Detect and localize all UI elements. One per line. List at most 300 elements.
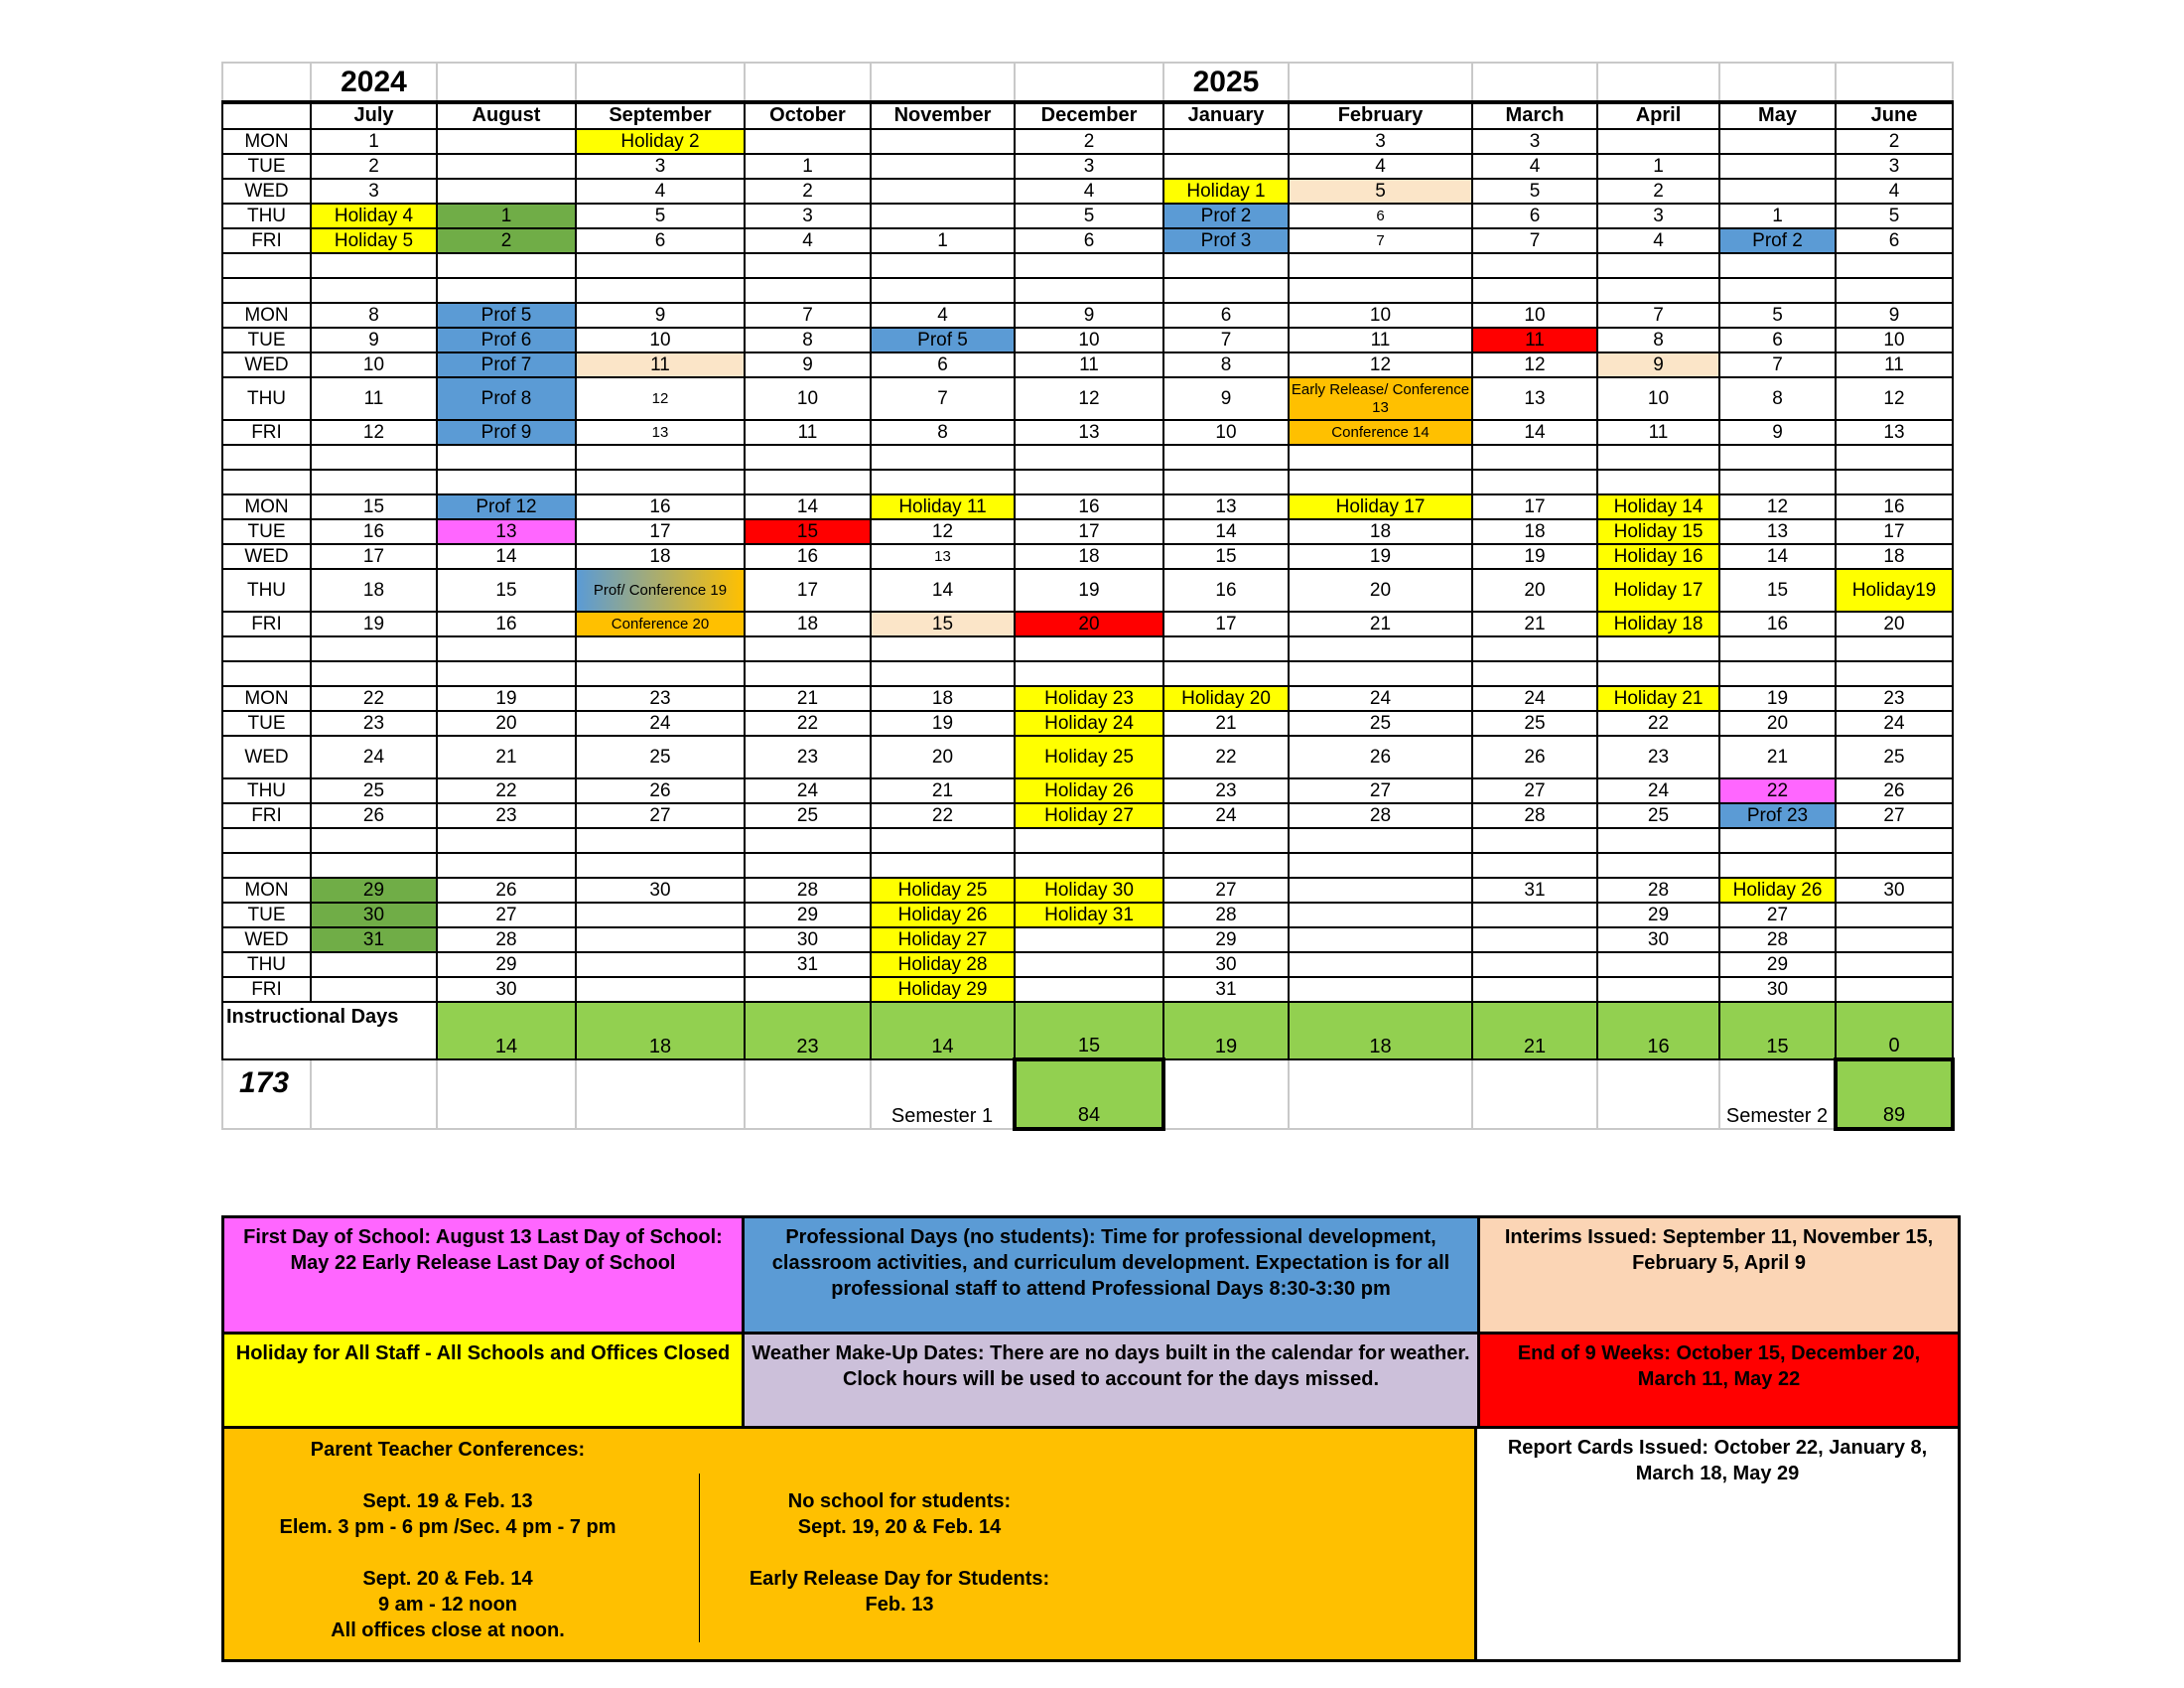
- instructional-days-count: 19: [1163, 1002, 1289, 1059]
- day-cell: 12: [1836, 377, 1953, 420]
- day-cell: [437, 154, 576, 179]
- weekday-label: MON: [222, 303, 311, 328]
- day-cell: 20: [437, 711, 576, 736]
- year-2025: 2025: [1163, 63, 1289, 102]
- day-cell: 5: [576, 204, 745, 228]
- day-cell: 4: [576, 179, 745, 204]
- day-cell: 12: [871, 519, 1015, 544]
- day-cell: 10: [1289, 303, 1472, 328]
- day-cell: 27: [1472, 778, 1597, 803]
- weekday-label: FRI: [222, 803, 311, 828]
- day-cell: 27: [576, 803, 745, 828]
- day-cell: 3: [1015, 154, 1163, 179]
- day-cell: 30: [745, 927, 871, 952]
- day-cell: 1: [311, 129, 437, 154]
- instructional-days-count: 18: [1289, 1002, 1472, 1059]
- day-cell: 22: [871, 803, 1015, 828]
- day-cell: 18: [311, 569, 437, 612]
- month-header: February: [1289, 102, 1472, 129]
- day-cell: 22: [1163, 736, 1289, 778]
- conference-dates-2: Sept. 20 & Feb. 14: [362, 1568, 533, 1590]
- weekday-label: FRI: [222, 977, 311, 1002]
- day-cell: 9: [311, 328, 437, 352]
- day-row: [222, 228, 1953, 253]
- day-row: [222, 129, 1953, 154]
- day-cell: 21: [1163, 711, 1289, 736]
- day-cell: 6: [871, 352, 1015, 377]
- day-cell: 3: [1597, 204, 1719, 228]
- weekday-label: TUE: [222, 328, 311, 352]
- day-row: [222, 569, 1953, 612]
- day-cell: 8: [311, 303, 437, 328]
- weekday-label: TUE: [222, 154, 311, 179]
- day-cell: Holiday 2: [576, 129, 745, 154]
- weekday-label: THU: [222, 952, 311, 977]
- day-cell: 28: [437, 927, 576, 952]
- day-cell: 4: [871, 303, 1015, 328]
- day-cell: [1163, 154, 1289, 179]
- day-cell: [1015, 977, 1163, 1002]
- day-cell: 18: [871, 686, 1015, 711]
- weekday-label: TUE: [222, 903, 311, 927]
- day-cell: 6: [1836, 228, 1953, 253]
- year-row: [222, 63, 1953, 102]
- day-cell: 25: [311, 778, 437, 803]
- day-cell: [437, 179, 576, 204]
- day-cell: [1015, 952, 1163, 977]
- year-2024: 2024: [311, 63, 437, 102]
- day-cell: 11: [1289, 328, 1472, 352]
- day-cell: 20: [1472, 569, 1597, 612]
- instructional-days-count: 21: [1472, 1002, 1597, 1059]
- day-cell: 18: [1836, 544, 1953, 569]
- day-cell: 7: [1719, 352, 1836, 377]
- day-cell: 26: [576, 778, 745, 803]
- day-cell: 29: [1597, 903, 1719, 927]
- day-cell: 4: [1015, 179, 1163, 204]
- instructional-days-count: 15: [1015, 1002, 1163, 1059]
- day-cell: 30: [311, 903, 437, 927]
- instructional-days-count: 0: [1836, 1002, 1953, 1059]
- day-row: [222, 328, 1953, 352]
- month-header: July: [311, 102, 437, 129]
- week-spacer-row: [222, 661, 1953, 686]
- day-cell: 16: [1836, 494, 1953, 519]
- day-cell: Holiday 20: [1163, 686, 1289, 711]
- day-cell: 26: [311, 803, 437, 828]
- day-cell: 16: [437, 612, 576, 636]
- day-cell: 10: [576, 328, 745, 352]
- day-cell: 22: [1719, 778, 1836, 803]
- day-cell: 15: [745, 519, 871, 544]
- month-header: October: [745, 102, 871, 129]
- day-cell: 31: [311, 927, 437, 952]
- legend-holiday: Holiday for All Staff - All Schools and Offices Closed: [221, 1332, 745, 1429]
- day-cell: 23: [745, 736, 871, 778]
- day-cell: 30: [1163, 952, 1289, 977]
- day-cell: 2: [437, 228, 576, 253]
- day-cell: Holiday19: [1836, 569, 1953, 612]
- day-cell: 11: [576, 352, 745, 377]
- day-cell: 8: [1719, 377, 1836, 420]
- day-cell: Prof/ Conference 19: [576, 569, 745, 612]
- day-cell: Prof 9: [437, 420, 576, 445]
- early-release-title: Early Release Day for Students:: [749, 1568, 1050, 1590]
- day-cell: 13: [1015, 420, 1163, 445]
- instructional-days-count: 23: [745, 1002, 871, 1059]
- day-cell: Prof 5: [437, 303, 576, 328]
- day-cell: 6: [1163, 303, 1289, 328]
- day-cell: 24: [1472, 686, 1597, 711]
- weekday-label: THU: [222, 778, 311, 803]
- weekday-label: WED: [222, 352, 311, 377]
- day-cell: Prof 23: [1719, 803, 1836, 828]
- day-cell: 4: [1597, 228, 1719, 253]
- day-cell: 27: [1289, 778, 1472, 803]
- day-cell: 18: [576, 544, 745, 569]
- day-cell: Holiday 26: [1719, 878, 1836, 903]
- semester-1-label: Semester 1: [871, 1059, 1015, 1129]
- total-instructional-days: 173: [222, 1059, 311, 1129]
- day-cell: 11: [1836, 352, 1953, 377]
- day-cell: 2: [1597, 179, 1719, 204]
- day-cell: 30: [1597, 927, 1719, 952]
- day-cell: 25: [745, 803, 871, 828]
- day-cell: 1: [437, 204, 576, 228]
- day-cell: Holiday 18: [1597, 612, 1719, 636]
- day-cell: 22: [437, 778, 576, 803]
- day-row: [222, 736, 1953, 778]
- day-cell: 4: [1836, 179, 1953, 204]
- conferences-title: Parent Teacher Conferences:: [310, 1439, 586, 1461]
- day-cell: [1289, 878, 1472, 903]
- weekday-label: WED: [222, 544, 311, 569]
- day-cell: 10: [1472, 303, 1597, 328]
- day-cell: 28: [1289, 803, 1472, 828]
- day-cell: 7: [1163, 328, 1289, 352]
- day-cell: [1289, 952, 1472, 977]
- day-cell: 10: [745, 377, 871, 420]
- day-cell: [576, 903, 745, 927]
- day-cell: 13: [871, 544, 1015, 569]
- day-cell: 15: [871, 612, 1015, 636]
- day-cell: 28: [1163, 903, 1289, 927]
- day-cell: 20: [1836, 612, 1953, 636]
- day-cell: 24: [311, 736, 437, 778]
- day-row: [222, 927, 1953, 952]
- day-cell: [1719, 129, 1836, 154]
- day-cell: Holiday 27: [1015, 803, 1163, 828]
- day-cell: Holiday 15: [1597, 519, 1719, 544]
- day-cell: Holiday 17: [1597, 569, 1719, 612]
- day-cell: 14: [437, 544, 576, 569]
- day-cell: 28: [1472, 803, 1597, 828]
- weekday-label: FRI: [222, 228, 311, 253]
- month-header: August: [437, 102, 576, 129]
- day-row: [222, 903, 1953, 927]
- day-cell: Prof 5: [871, 328, 1015, 352]
- day-cell: 7: [1289, 228, 1472, 253]
- day-cell: 17: [1163, 612, 1289, 636]
- month-header: September: [576, 102, 745, 129]
- conference-times-1: Elem. 3 pm - 6 pm /Sec. 4 pm - 7 pm: [279, 1516, 616, 1538]
- day-cell: Holiday 17: [1289, 494, 1472, 519]
- day-cell: 31: [1472, 878, 1597, 903]
- weekday-label: WED: [222, 736, 311, 778]
- day-cell: Holiday 29: [871, 977, 1015, 1002]
- week-spacer-row: [222, 828, 1953, 853]
- day-cell: 1: [745, 154, 871, 179]
- day-cell: Prof 6: [437, 328, 576, 352]
- day-cell: 9: [1719, 420, 1836, 445]
- day-cell: 7: [1597, 303, 1719, 328]
- day-cell: 23: [1597, 736, 1719, 778]
- day-cell: Holiday 24: [1015, 711, 1163, 736]
- totals-row: [222, 1059, 1953, 1129]
- day-cell: [1836, 977, 1953, 1002]
- day-cell: 21: [1289, 612, 1472, 636]
- day-cell: [1836, 927, 1953, 952]
- day-cell: 15: [437, 569, 576, 612]
- day-cell: 2: [745, 179, 871, 204]
- day-cell: 23: [311, 711, 437, 736]
- day-cell: [1472, 903, 1597, 927]
- day-cell: 24: [1163, 803, 1289, 828]
- month-header: January: [1163, 102, 1289, 129]
- day-row: [222, 420, 1953, 445]
- day-cell: Prof 7: [437, 352, 576, 377]
- month-header: March: [1472, 102, 1597, 129]
- day-cell: 5: [1289, 179, 1472, 204]
- day-cell: 1: [1597, 154, 1719, 179]
- day-cell: Holiday 25: [871, 878, 1015, 903]
- day-cell: [871, 204, 1015, 228]
- day-row: [222, 778, 1953, 803]
- conference-dates-1: Sept. 19 & Feb. 13: [362, 1490, 533, 1512]
- day-cell: 16: [311, 519, 437, 544]
- day-row: [222, 352, 1953, 377]
- early-release-date: Feb. 13: [865, 1594, 934, 1616]
- day-cell: 17: [311, 544, 437, 569]
- day-cell: 6: [1472, 204, 1597, 228]
- day-cell: 23: [1836, 686, 1953, 711]
- day-cell: Holiday 5: [311, 228, 437, 253]
- day-cell: 27: [1836, 803, 1953, 828]
- day-cell: 25: [576, 736, 745, 778]
- day-cell: Holiday 14: [1597, 494, 1719, 519]
- weekday-label: MON: [222, 129, 311, 154]
- day-cell: Holiday 26: [871, 903, 1015, 927]
- day-cell: 30: [576, 878, 745, 903]
- day-cell: 11: [311, 377, 437, 420]
- day-cell: 3: [576, 154, 745, 179]
- day-cell: 19: [437, 686, 576, 711]
- day-row: [222, 154, 1953, 179]
- day-cell: 21: [1719, 736, 1836, 778]
- day-cell: 14: [1719, 544, 1836, 569]
- day-cell: Conference 20: [576, 612, 745, 636]
- day-cell: 7: [871, 377, 1015, 420]
- day-cell: 2: [1015, 129, 1163, 154]
- day-cell: 29: [437, 952, 576, 977]
- month-header: November: [871, 102, 1015, 129]
- semester-1-total: 84: [1015, 1059, 1163, 1129]
- day-cell: 28: [745, 878, 871, 903]
- month-header: June: [1836, 102, 1953, 129]
- day-row: [222, 544, 1953, 569]
- month-header-row: [222, 102, 1953, 129]
- day-cell: 26: [437, 878, 576, 903]
- day-cell: 15: [1163, 544, 1289, 569]
- day-cell: 9: [1597, 352, 1719, 377]
- day-cell: 13: [576, 420, 745, 445]
- month-header: May: [1719, 102, 1836, 129]
- day-cell: 21: [745, 686, 871, 711]
- day-cell: 21: [1472, 612, 1597, 636]
- day-cell: Holiday 21: [1597, 686, 1719, 711]
- day-cell: Holiday 1: [1163, 179, 1289, 204]
- day-cell: 13: [437, 519, 576, 544]
- day-cell: 26: [1836, 778, 1953, 803]
- day-cell: 19: [1472, 544, 1597, 569]
- day-cell: 17: [1836, 519, 1953, 544]
- legend-weather: Weather Make-Up Dates: There are no days built in the calendar for weather. Clock hours will be used to account for the days missed.: [742, 1332, 1480, 1429]
- day-cell: 8: [1597, 328, 1719, 352]
- day-cell: Holiday 26: [1015, 778, 1163, 803]
- day-cell: 9: [1163, 377, 1289, 420]
- day-cell: 3: [1836, 154, 1953, 179]
- day-cell: [311, 952, 437, 977]
- week-spacer-row: [222, 253, 1953, 278]
- day-cell: Holiday 28: [871, 952, 1015, 977]
- day-cell: [745, 129, 871, 154]
- day-cell: Prof 8: [437, 377, 576, 420]
- day-cell: 20: [1015, 612, 1163, 636]
- instructional-days-label: Instructional Days: [222, 1002, 437, 1059]
- day-cell: 13: [1836, 420, 1953, 445]
- day-cell: Holiday 11: [871, 494, 1015, 519]
- instructional-days-count: 18: [576, 1002, 745, 1059]
- weekday-label: MON: [222, 686, 311, 711]
- day-cell: 10: [1836, 328, 1953, 352]
- day-row: [222, 711, 1953, 736]
- day-cell: 5: [1472, 179, 1597, 204]
- week-spacer-row: [222, 278, 1953, 303]
- day-cell: 15: [311, 494, 437, 519]
- day-cell: 12: [1719, 494, 1836, 519]
- day-cell: 14: [1163, 519, 1289, 544]
- student-schedule: [691, 1437, 1108, 1618]
- day-cell: 22: [311, 686, 437, 711]
- day-cell: Holiday 31: [1015, 903, 1163, 927]
- day-cell: 13: [1472, 377, 1597, 420]
- week-spacer-row: [222, 470, 1953, 494]
- day-cell: 21: [437, 736, 576, 778]
- day-cell: 17: [1015, 519, 1163, 544]
- day-row: [222, 878, 1953, 903]
- day-cell: 15: [1719, 569, 1836, 612]
- day-cell: 26: [1289, 736, 1472, 778]
- week-spacer-row: [222, 636, 1953, 661]
- day-cell: 19: [311, 612, 437, 636]
- day-cell: 8: [745, 328, 871, 352]
- day-cell: 1: [1719, 204, 1836, 228]
- day-cell: [1597, 129, 1719, 154]
- day-cell: 24: [1597, 778, 1719, 803]
- day-cell: 25: [1289, 711, 1472, 736]
- day-cell: 16: [576, 494, 745, 519]
- weekday-label: MON: [222, 878, 311, 903]
- day-cell: 13: [1163, 494, 1289, 519]
- day-cell: 30: [1836, 878, 1953, 903]
- day-cell: [1597, 977, 1719, 1002]
- day-cell: 22: [1597, 711, 1719, 736]
- weekday-label: TUE: [222, 711, 311, 736]
- day-cell: 12: [1015, 377, 1163, 420]
- day-cell: [1836, 952, 1953, 977]
- no-school-dates: Sept. 19, 20 & Feb. 14: [797, 1516, 1002, 1538]
- day-cell: 29: [311, 878, 437, 903]
- day-cell: 11: [1597, 420, 1719, 445]
- day-cell: Holiday 27: [871, 927, 1015, 952]
- day-cell: Holiday 16: [1597, 544, 1719, 569]
- legend-first-last-day: First Day of School: August 13 Last Day of School: May 22 Early Release Last Day of School: [221, 1215, 745, 1335]
- instructional-days-count: 16: [1597, 1002, 1719, 1059]
- day-cell: 7: [1472, 228, 1597, 253]
- day-cell: 3: [1289, 129, 1472, 154]
- conference-times: [224, 1437, 671, 1643]
- day-cell: Holiday 25: [1015, 736, 1163, 778]
- conference-times-2: 9 am - 12 noon: [377, 1594, 518, 1616]
- day-cell: 18: [1472, 519, 1597, 544]
- day-cell: 24: [745, 778, 871, 803]
- day-cell: [576, 952, 745, 977]
- day-cell: 4: [1472, 154, 1597, 179]
- day-cell: [1163, 129, 1289, 154]
- day-cell: 3: [745, 204, 871, 228]
- day-cell: 22: [745, 711, 871, 736]
- day-cell: 10: [1597, 377, 1719, 420]
- day-cell: 12: [1472, 352, 1597, 377]
- day-cell: 6: [1289, 204, 1472, 228]
- day-cell: 16: [1719, 612, 1836, 636]
- day-cell: Early Release/ Conference 13: [1289, 377, 1472, 420]
- day-cell: 9: [1836, 303, 1953, 328]
- day-cell: 4: [745, 228, 871, 253]
- legend-end-of-9-weeks: End of 9 Weeks: October 15, December 20, March 11, May 22: [1477, 1332, 1961, 1429]
- day-cell: 11: [745, 420, 871, 445]
- weekday-label: THU: [222, 569, 311, 612]
- day-cell: [745, 977, 871, 1002]
- day-cell: [1719, 154, 1836, 179]
- day-cell: 6: [1719, 328, 1836, 352]
- day-cell: 3: [1472, 129, 1597, 154]
- day-cell: Prof 12: [437, 494, 576, 519]
- day-cell: 24: [1836, 711, 1953, 736]
- semester-2-label: Semester 2: [1719, 1059, 1836, 1129]
- day-cell: 20: [871, 736, 1015, 778]
- day-cell: 28: [1597, 878, 1719, 903]
- weekday-label: WED: [222, 927, 311, 952]
- day-cell: Conference 14: [1289, 420, 1472, 445]
- legend-conferences: [221, 1426, 1477, 1662]
- day-cell: [1472, 952, 1597, 977]
- day-cell: 5: [1719, 303, 1836, 328]
- day-cell: [1472, 977, 1597, 1002]
- day-cell: [1472, 927, 1597, 952]
- day-cell: 18: [1289, 519, 1472, 544]
- day-cell: 5: [1836, 204, 1953, 228]
